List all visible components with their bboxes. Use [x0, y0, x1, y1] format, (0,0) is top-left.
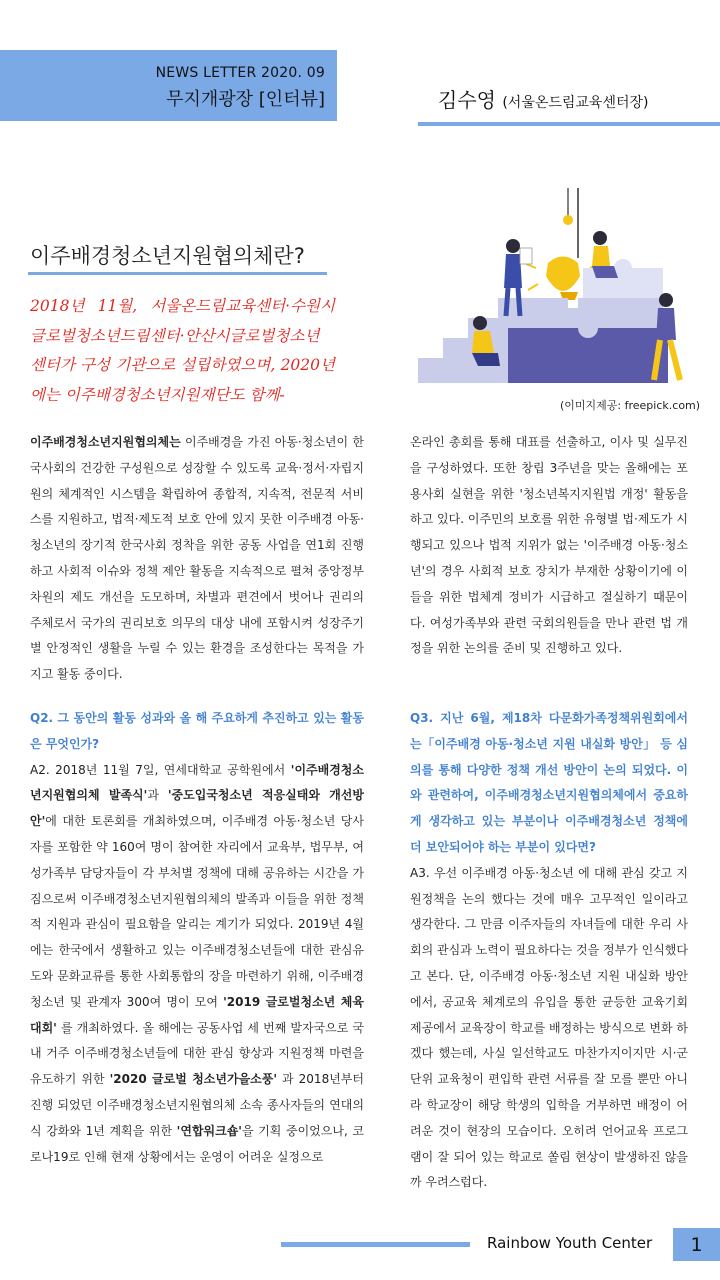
- answer-2-bold: '중도입국청소년 적응실태와 개선방안': [30, 788, 364, 829]
- newsletter-header: [0, 50, 337, 121]
- image-credit: (이미지제공: freepick.com): [560, 399, 701, 412]
- page-number: 1: [673, 1228, 720, 1261]
- body-column-right-top: [410, 430, 688, 662]
- answer-2-bold: '이주배경청소년지원협의체 발족식': [30, 762, 364, 803]
- interviewee-underline: [418, 122, 720, 126]
- person-sitting-icon: [593, 231, 607, 245]
- footer-org: Rainbow Youth Center: [487, 1234, 653, 1252]
- answer-2-text: A2. 2018년 11월 7일, 연세대학교 공학원에서: [30, 762, 291, 777]
- interviewee-role: (서울온드림교육센터장): [502, 95, 649, 111]
- answer-2: [30, 758, 364, 1171]
- lightbulb-icon: [546, 257, 580, 292]
- person-kneeling-icon: [473, 316, 487, 330]
- body-column-left-top: [30, 430, 364, 688]
- answer-2-bold: '2020 글로벌 청소년가을소풍': [109, 1072, 278, 1087]
- org-name: 이주배경청소년지원협의체는: [30, 435, 181, 449]
- answer-2-text: 에 대한 토론회를 개최하였으며, 이주배경 아동·청소년 당사자를 포함한 약 160여 명이 참여한 자리에서 교육부, 법무부, 여성가족부 담당자들이 각 부처별 정책에 대해 공유하는 시간을 가짐으로써 이주배경청소년지원협의체의 발족과 이들을 위한 정책적 지원과 관심이 필요함을 알리는 계기가 되었다. 2019년 4월에는 한국에서 생활하고 있는 이주배경청소년들에 대한 관심유도와 문화교류를 통한 사회통합의 장을 마련하기 위해, 이주배경청소년 및 관계자 300여 명이 모여: [30, 814, 364, 1009]
- section-label: 무지개광장 [인터뷰]: [166, 89, 325, 110]
- teamwork-illustration: [408, 188, 692, 388]
- answer-2-text: 과 2018년부터 진행 되었던 이주배경청소년지원협의체 소속 종사자들의 연대의식 강화와 1년 계획을 위한: [30, 1072, 364, 1138]
- answer-3: A3. 우선 이주배경 아동·청소년 에 대해 관심 갖고 지원정책을 논의 했다는 것에 매우 고무적인 일이라고 생각한다. 그 만큼 이주자들의 자녀들에 대한 우리 사회의 관심과 노력이 필요하다는 것을 정부가 인식했다고 본다. 단, 이주배경 아동·청소년 지원 내실화 방안에서, 공교육 체계로의 유입을 통한 균등한 교육기회 제공에서 교육장이 학교를 배정하는 방식으로 변화 하겠다 했는데, 사실 일선학교도 마찬가지이지만 시·군 단위 교육청이 편입학 관련 서류를 잘 모를 뿐만 아니라 학교장이 해당 학생의 입학을 거부하면 배정이 어려운 것이 현장의 모습이다. 오히려 언어교육 프로그램이 잘 되어 있는 학교로 쏠림 현상이 발생하진 않을까 우려스럽다.: [410, 865, 688, 1190]
- answer-2-bold: '연합워크숍': [176, 1123, 242, 1138]
- title-underline: [28, 272, 327, 275]
- newsletter-issue: NEWS LETTER 2020. 09: [155, 65, 325, 81]
- answer-2-text: 을 기획 중이었으나, 코로나19로 인해 현재 상황에서는 운영이 어려운 실정으로: [30, 1123, 364, 1164]
- article-title: 이주배경청소년지원협의체란?: [30, 244, 305, 268]
- intro-paragraph-text: 이주배경을 가진 아동·청소년이 한국사회의 건강한 구성원으로 성장할 수 있도록 교육·정서·자립지원의 체계적인 시스템을 확립하여 종합적, 지속적, 전문적 서비스를 지원하고, 법적·제도적 보호 안에 있지 못한 이주배경 아동·청소년의 장기적 한국사회 정착을 위한 공동 사업을 연1회 진행하고 사회적 이슈와 정책 제안 활동을 지속적으로 펼쳐 중앙정부 차원의 제도 개선을 도모하며, 차별과 편견에서 벗어나 권리의 주체로서 국가의 권리보호 의무의 대상 내에 포함시켜 성장주기별 안정적인 생활을 누릴 수 있는 환경을 조성한다는 목적을 가지고 활동 중이다.: [30, 435, 364, 682]
- body-column-left-bottom: [30, 706, 364, 1170]
- answer-2-text: 를 개최하였다. 올 해에는 공동사업 세 번째 발자국으로 국내 거주 이주배경청소년들에 대한 관심 향상과 지원정책 마련을 유도하기 위한: [30, 1020, 364, 1087]
- answer-2-bold: '2019 글로벌청소년 체육대회': [30, 994, 364, 1035]
- person-right-icon: [659, 293, 673, 307]
- intro-paragraph: [30, 430, 364, 688]
- interviewee: [438, 84, 649, 113]
- body-column-right-bottom: [410, 706, 688, 1196]
- footer-bar: [281, 1242, 470, 1247]
- person-icon: [506, 239, 520, 253]
- question-2: Q2. 그 동안의 활동 성과와 올 해 주요하게 추진하고 있는 활동은 무엇인가?: [30, 711, 364, 751]
- small-bulb-icon: [563, 215, 573, 225]
- intro-paragraph-continued: 온라인 총회를 통해 대표를 선출하고, 이사 및 실무진을 구성하였다. 또한 창립 3주년을 맞는 올해에는 포용사회 실현을 위한 '청소년복지지원법 개정' 활동을 하고 있다. 이주민의 보호를 위한 유형별 법·제도가 시행되고 있으나 법적 지위가 없는 '이주배경 아동·청소년'의 경우 사회적 보호 장치가 부재한 상황이기에 이들을 위한 법체계 정비가 시급하고 절실하기 때문이다. 여성가족부와 관련 국회의원들을 만나 관련 법 개정을 위한 논의를 준비 및 진행하고 있다.: [410, 435, 688, 656]
- intro-text: 2018년 11월, 서울온드림교육센터·수원시 글로벌청소년드림센터·안산시글로벌청소년 센터가 구성 기관으로 설립하였으며, 2020년에는 이주배경청소년지원재단도 함께-: [30, 297, 335, 404]
- answer-2-text: 과: [147, 788, 168, 803]
- interviewee-name: 김수영: [438, 88, 496, 112]
- question-3: Q3. 지난 6월, 제18차 다문화가족정책위원회에서는「이주배경 아동·청소년 지원 내실화 방안」 등 심의를 통해 다양한 정책 개선 방안이 논의 되었다. 이와 관련하여, 이주배경청소년지원협의체에서 중요하게 생각하고 있는 부분이나 이주배경청소년 정책에 더 보안되어야 하는 부분이 있다면?: [410, 711, 688, 854]
